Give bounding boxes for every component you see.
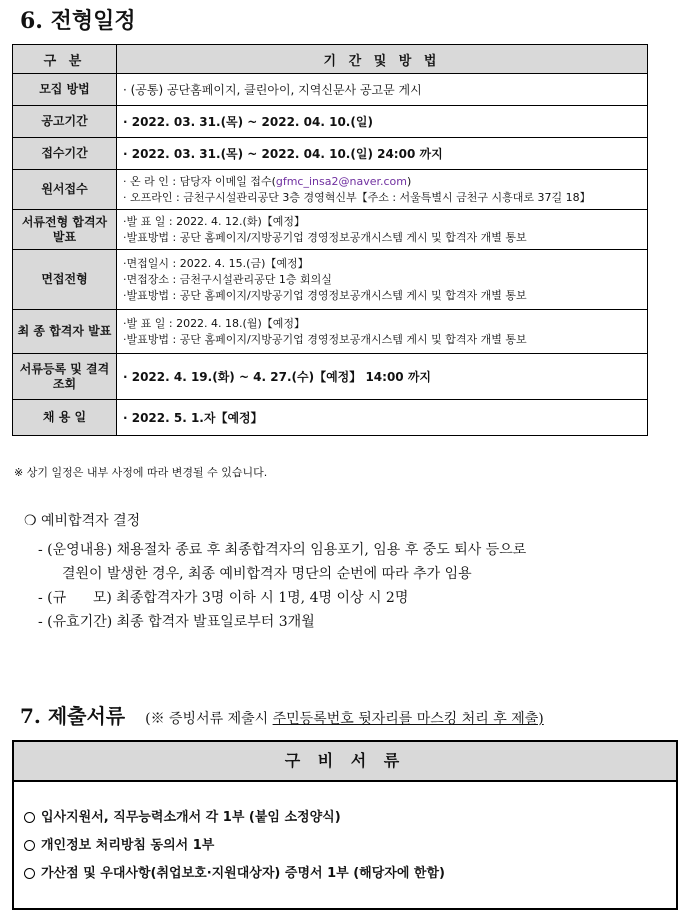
list-item: 입사지원서, 직무능력소개서 각 1부 (붙임 소정양식) [24, 804, 676, 832]
row-value: · (공통) 공단홈페이지, 클린아이, 지역신문사 공고문 게시 [117, 74, 648, 106]
list-item: 개인정보 처리방침 동의서 1부 [24, 832, 676, 860]
list-item: - (운영내용) 채용절차 종료 후 최종합격자의 임용포기, 임용 후 중도 퇴사 등으로 [38, 542, 527, 558]
required-documents-header: 구 비 서 류 [14, 742, 676, 782]
table-row [13, 250, 648, 310]
header-category: 구 분 [13, 45, 117, 74]
list-item: 가산점 및 우대사항(취업보호·지원대상자) 증명서 1부 (해당자에 한함) [24, 860, 676, 888]
row-value: · 2022. 03. 31.(목) ~ 2022. 04. 10.(일) 24:00 까지 [117, 138, 648, 170]
section-6-title: 6. 전형일정 [20, 8, 136, 34]
row-label: 최 종 합격자 발표 [13, 310, 117, 354]
row-label: 서류전형 합격자 발표 [13, 210, 117, 250]
table-row [13, 210, 648, 250]
list-item-continued: 결원이 발생한 경우, 최종 예비합격자 명단의 순번에 따라 추가 임용 [62, 566, 472, 582]
row-label: 원서접수 [13, 170, 117, 210]
row-label: 채 용 일 [13, 400, 117, 436]
row-label: 접수기간 [13, 138, 117, 170]
row-label: 공고기간 [13, 106, 117, 138]
table-row [13, 106, 648, 138]
table-row [13, 138, 648, 170]
header-period-method: 기 간 및 방 법 [117, 45, 648, 74]
row-value: · 2022. 03. 31.(목) ~ 2022. 04. 10.(일) [117, 106, 648, 138]
circle-bullet-icon [24, 868, 35, 879]
table-row [13, 170, 648, 210]
row-value: ·발 표 일 : 2022. 4. 18.(월)【예정】 ·발표방법 : 공단 홈페이지/지방공기업 경영정보공개시스템 게시 및 합격자 개별 통보 [117, 310, 648, 354]
row-label: 서류등록 및 결격조회 [13, 354, 117, 400]
reserve-candidate-section [24, 510, 684, 634]
table-row [13, 400, 648, 436]
row-value: ·면접일시 : 2022. 4. 15.(금)【예정】 ·면접장소 : 금천구시설관리공단 1층 회의실 ·발표방법 : 공단 홈페이지/지방공기업 경영정보공개시스템 게시 및 합격자 개별 통보 [117, 250, 648, 310]
row-value: · 2022. 5. 1.자【예정】 [117, 400, 648, 436]
email-link[interactable]: gfmc_insa2@naver.com [275, 174, 407, 188]
reserve-heading: ❍ 예비합격자 결정 [24, 513, 141, 529]
row-label: 모집 방법 [13, 74, 117, 106]
row-value: ·발 표 일 : 2022. 4. 12.(화)【예정】 ·발표방법 : 공단 홈페이지/지방공기업 경영정보공개시스템 게시 및 합격자 개별 통보 [117, 210, 648, 250]
table-row [13, 310, 648, 354]
list-item: - (규 모) 최종합격자가 3명 이하 시 1명, 4명 이상 시 2명 [38, 590, 409, 606]
table-header-row [13, 45, 648, 74]
list-item: - (유효기간) 최종 합격자 발표일로부터 3개월 [38, 614, 315, 630]
row-value: · 온 라 인 : 담당자 이메일 접수(gfmc_insa2@naver.com) · 오프라인 : 금천구시설관리공단 3층 경영혁신부【주소 : 서울특별시 금천구 시흥대로 37길 18】 [117, 170, 648, 210]
schedule-table [12, 44, 648, 436]
circle-bullet-icon [24, 840, 35, 851]
circle-bullet-icon [24, 812, 35, 823]
section-7-title: 7. 제출서류 (※ 증빙서류 제출시 주민등록번호 뒷자리를 마스킹 처리 후 제출) [20, 704, 544, 728]
row-value: · 2022. 4. 19.(화) ~ 4. 27.(수)【예정】 14:00 까지 [117, 354, 648, 400]
table-row [13, 74, 648, 106]
table-row [13, 354, 648, 400]
section-7-subtitle: (※ 증빙서류 제출시 주민등록번호 뒷자리를 마스킹 처리 후 제출) [145, 711, 544, 727]
row-label: 면접전형 [13, 250, 117, 310]
required-documents-box [12, 740, 678, 910]
schedule-note: ※ 상기 일정은 내부 사정에 따라 변경될 수 있습니다. [14, 466, 268, 479]
